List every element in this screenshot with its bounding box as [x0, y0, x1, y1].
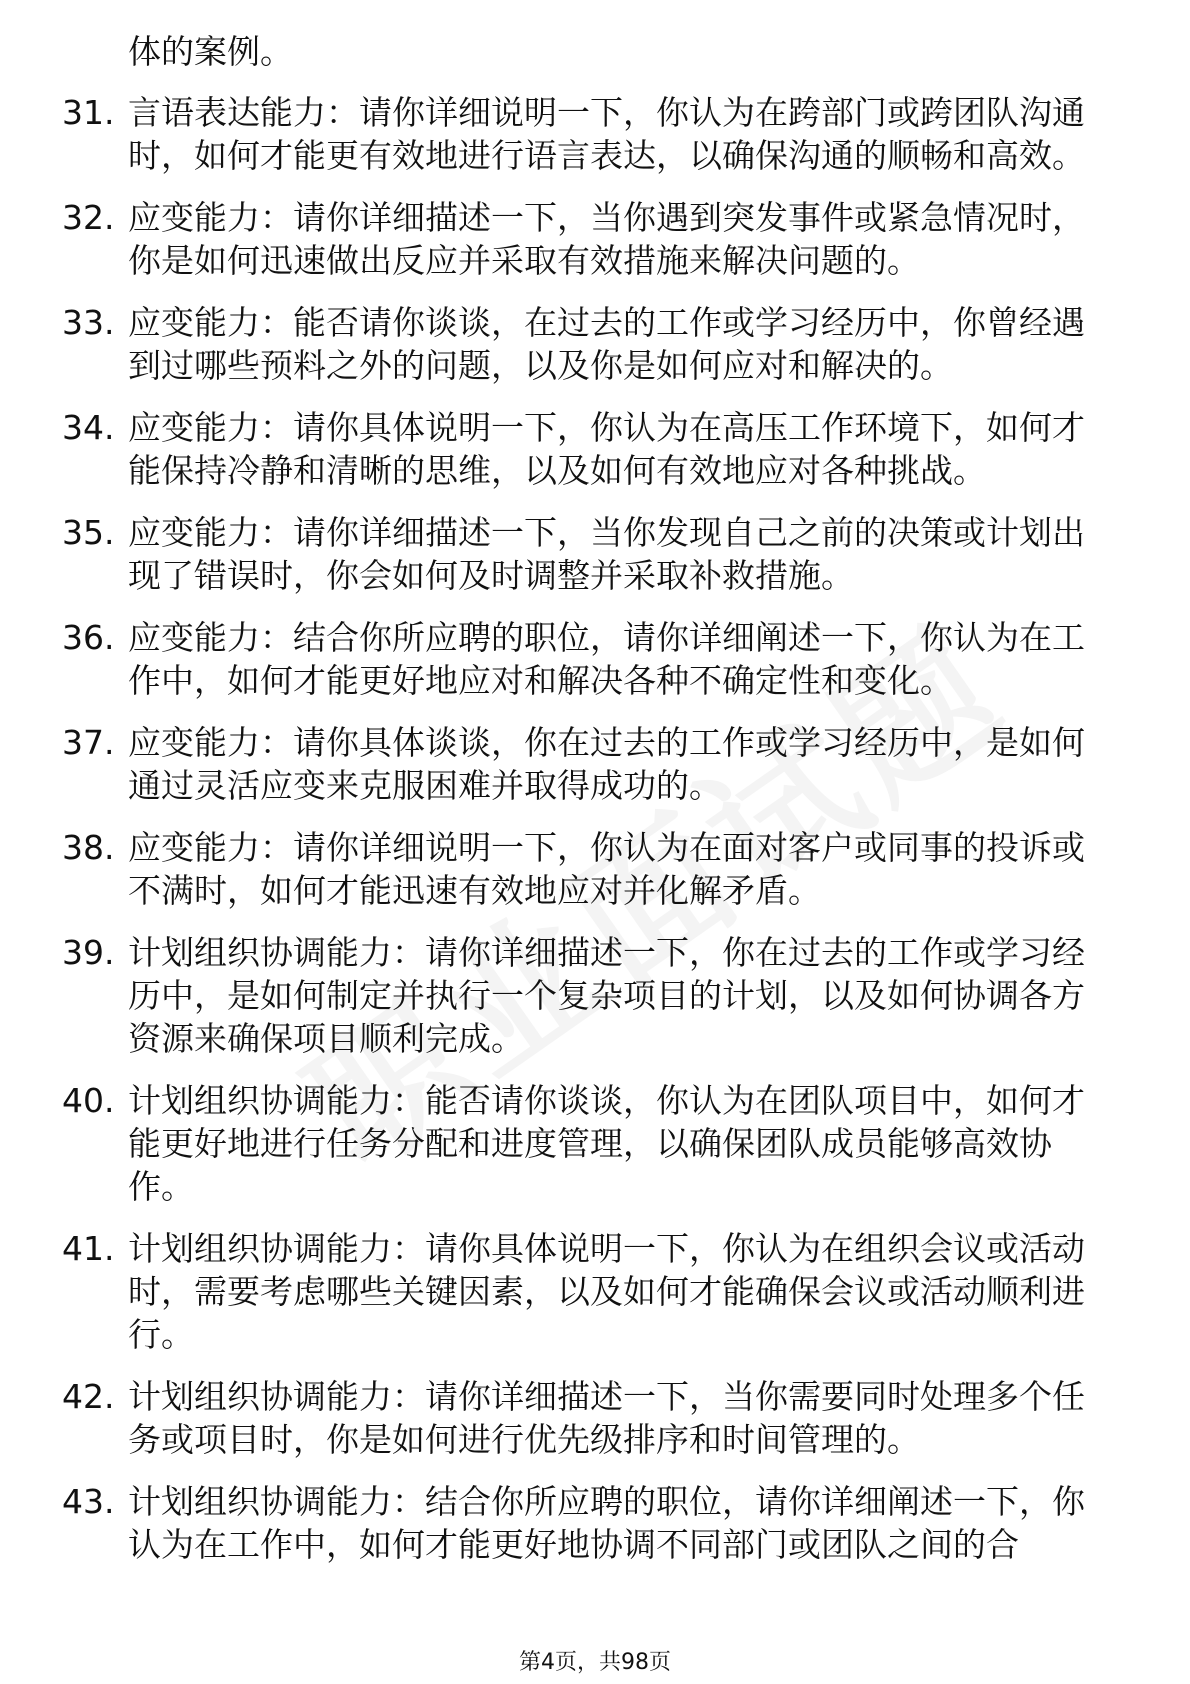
- question-item: [62, 91, 1112, 177]
- question-number: 43.: [62, 1482, 115, 1521]
- question-text: 计划组织协调能力：结合你所应聘的职位，请你详细阐述一下，你认为在工作中，如何才能更好地协调不同部门或团队之间的合: [128, 1482, 1085, 1564]
- question-item: [62, 1079, 1112, 1208]
- question-number: 42.: [62, 1377, 115, 1416]
- question-item: [62, 826, 1112, 912]
- question-list: [62, 91, 1112, 1566]
- question-number: 40.: [62, 1081, 115, 1120]
- question-item: [62, 1227, 1112, 1356]
- question-item: [62, 301, 1112, 387]
- question-number: 33.: [62, 303, 115, 342]
- question-number: 38.: [62, 828, 115, 867]
- question-text: 计划组织协调能力：请你详细描述一下，当你需要同时处理多个任务或项目时，你是如何进行优先级排序和时间管理的。: [128, 1377, 1085, 1459]
- question-number: 36.: [62, 618, 115, 657]
- question-number: 34.: [62, 408, 115, 447]
- page-footer: 第4页，共98页: [519, 1650, 671, 1675]
- question-number: 32.: [62, 198, 115, 237]
- question-text: 应变能力：请你具体谈谈，你在过去的工作或学习经历中，是如何通过灵活应变来克服困难并取得成功的。: [128, 723, 1085, 805]
- question-text: 应变能力：请你详细描述一下，当你遇到突发事件或紧急情况时，你是如何迅速做出反应并采取有效措施来解决问题的。: [128, 198, 1085, 280]
- question-item: [62, 931, 1112, 1060]
- question-number: 31.: [62, 93, 115, 132]
- question-number: 37.: [62, 723, 115, 762]
- question-item: [62, 406, 1112, 492]
- question-content: [62, 30, 1112, 1585]
- question-text: 计划组织协调能力：请你详细描述一下，你在过去的工作或学习经历中，是如何制定并执行一个复杂项目的计划，以及如何协调各方资源来确保项目顺利完成。: [128, 933, 1085, 1058]
- question-text: 应变能力：请你具体说明一下，你认为在高压工作环境下，如何才能保持冷静和清晰的思维，以及如何有效地应对各种挑战。: [128, 408, 1085, 490]
- continuation-text: 体的案例。: [128, 32, 293, 71]
- question-text: 应变能力：结合你所应聘的职位，请你详细阐述一下，你认为在工作中，如何才能更好地应对和解决各种不确定性和变化。: [128, 618, 1085, 700]
- question-item: [62, 721, 1112, 807]
- question-text: 计划组织协调能力：能否请你谈谈，你认为在团队项目中，如何才能更好地进行任务分配和进度管理，以确保团队成员能够高效协作。: [128, 1081, 1085, 1206]
- question-text: 应变能力：能否请你谈谈，在过去的工作或学习经历中，你曾经遇到过哪些预料之外的问题，以及你是如何应对和解决的。: [128, 303, 1085, 385]
- question-text: 应变能力：请你详细描述一下，当你发现自己之前的决策或计划出现了错误时，你会如何及时调整并采取补救措施。: [128, 513, 1085, 595]
- question-number: 41.: [62, 1229, 115, 1268]
- question-text: 应变能力：请你详细说明一下，你认为在面对客户或同事的投诉或不满时，如何才能迅速有效地应对并化解矛盾。: [128, 828, 1085, 910]
- question-item: [62, 616, 1112, 702]
- question-item: [62, 511, 1112, 597]
- question-number: 39.: [62, 933, 115, 972]
- question-number: 35.: [62, 513, 115, 552]
- question-item: [62, 1375, 1112, 1461]
- question-item: [62, 196, 1112, 282]
- question-text: 计划组织协调能力：请你具体说明一下，你认为在组织会议或活动时，需要考虑哪些关键因素，以及如何才能确保会议或活动顺利进行。: [128, 1229, 1085, 1354]
- question-text: 言语表达能力：请你详细说明一下，你认为在跨部门或跨团队沟通时，如何才能更有效地进行语言表达，以确保沟通的顺畅和高效。: [128, 93, 1085, 175]
- question-item: [62, 1480, 1112, 1566]
